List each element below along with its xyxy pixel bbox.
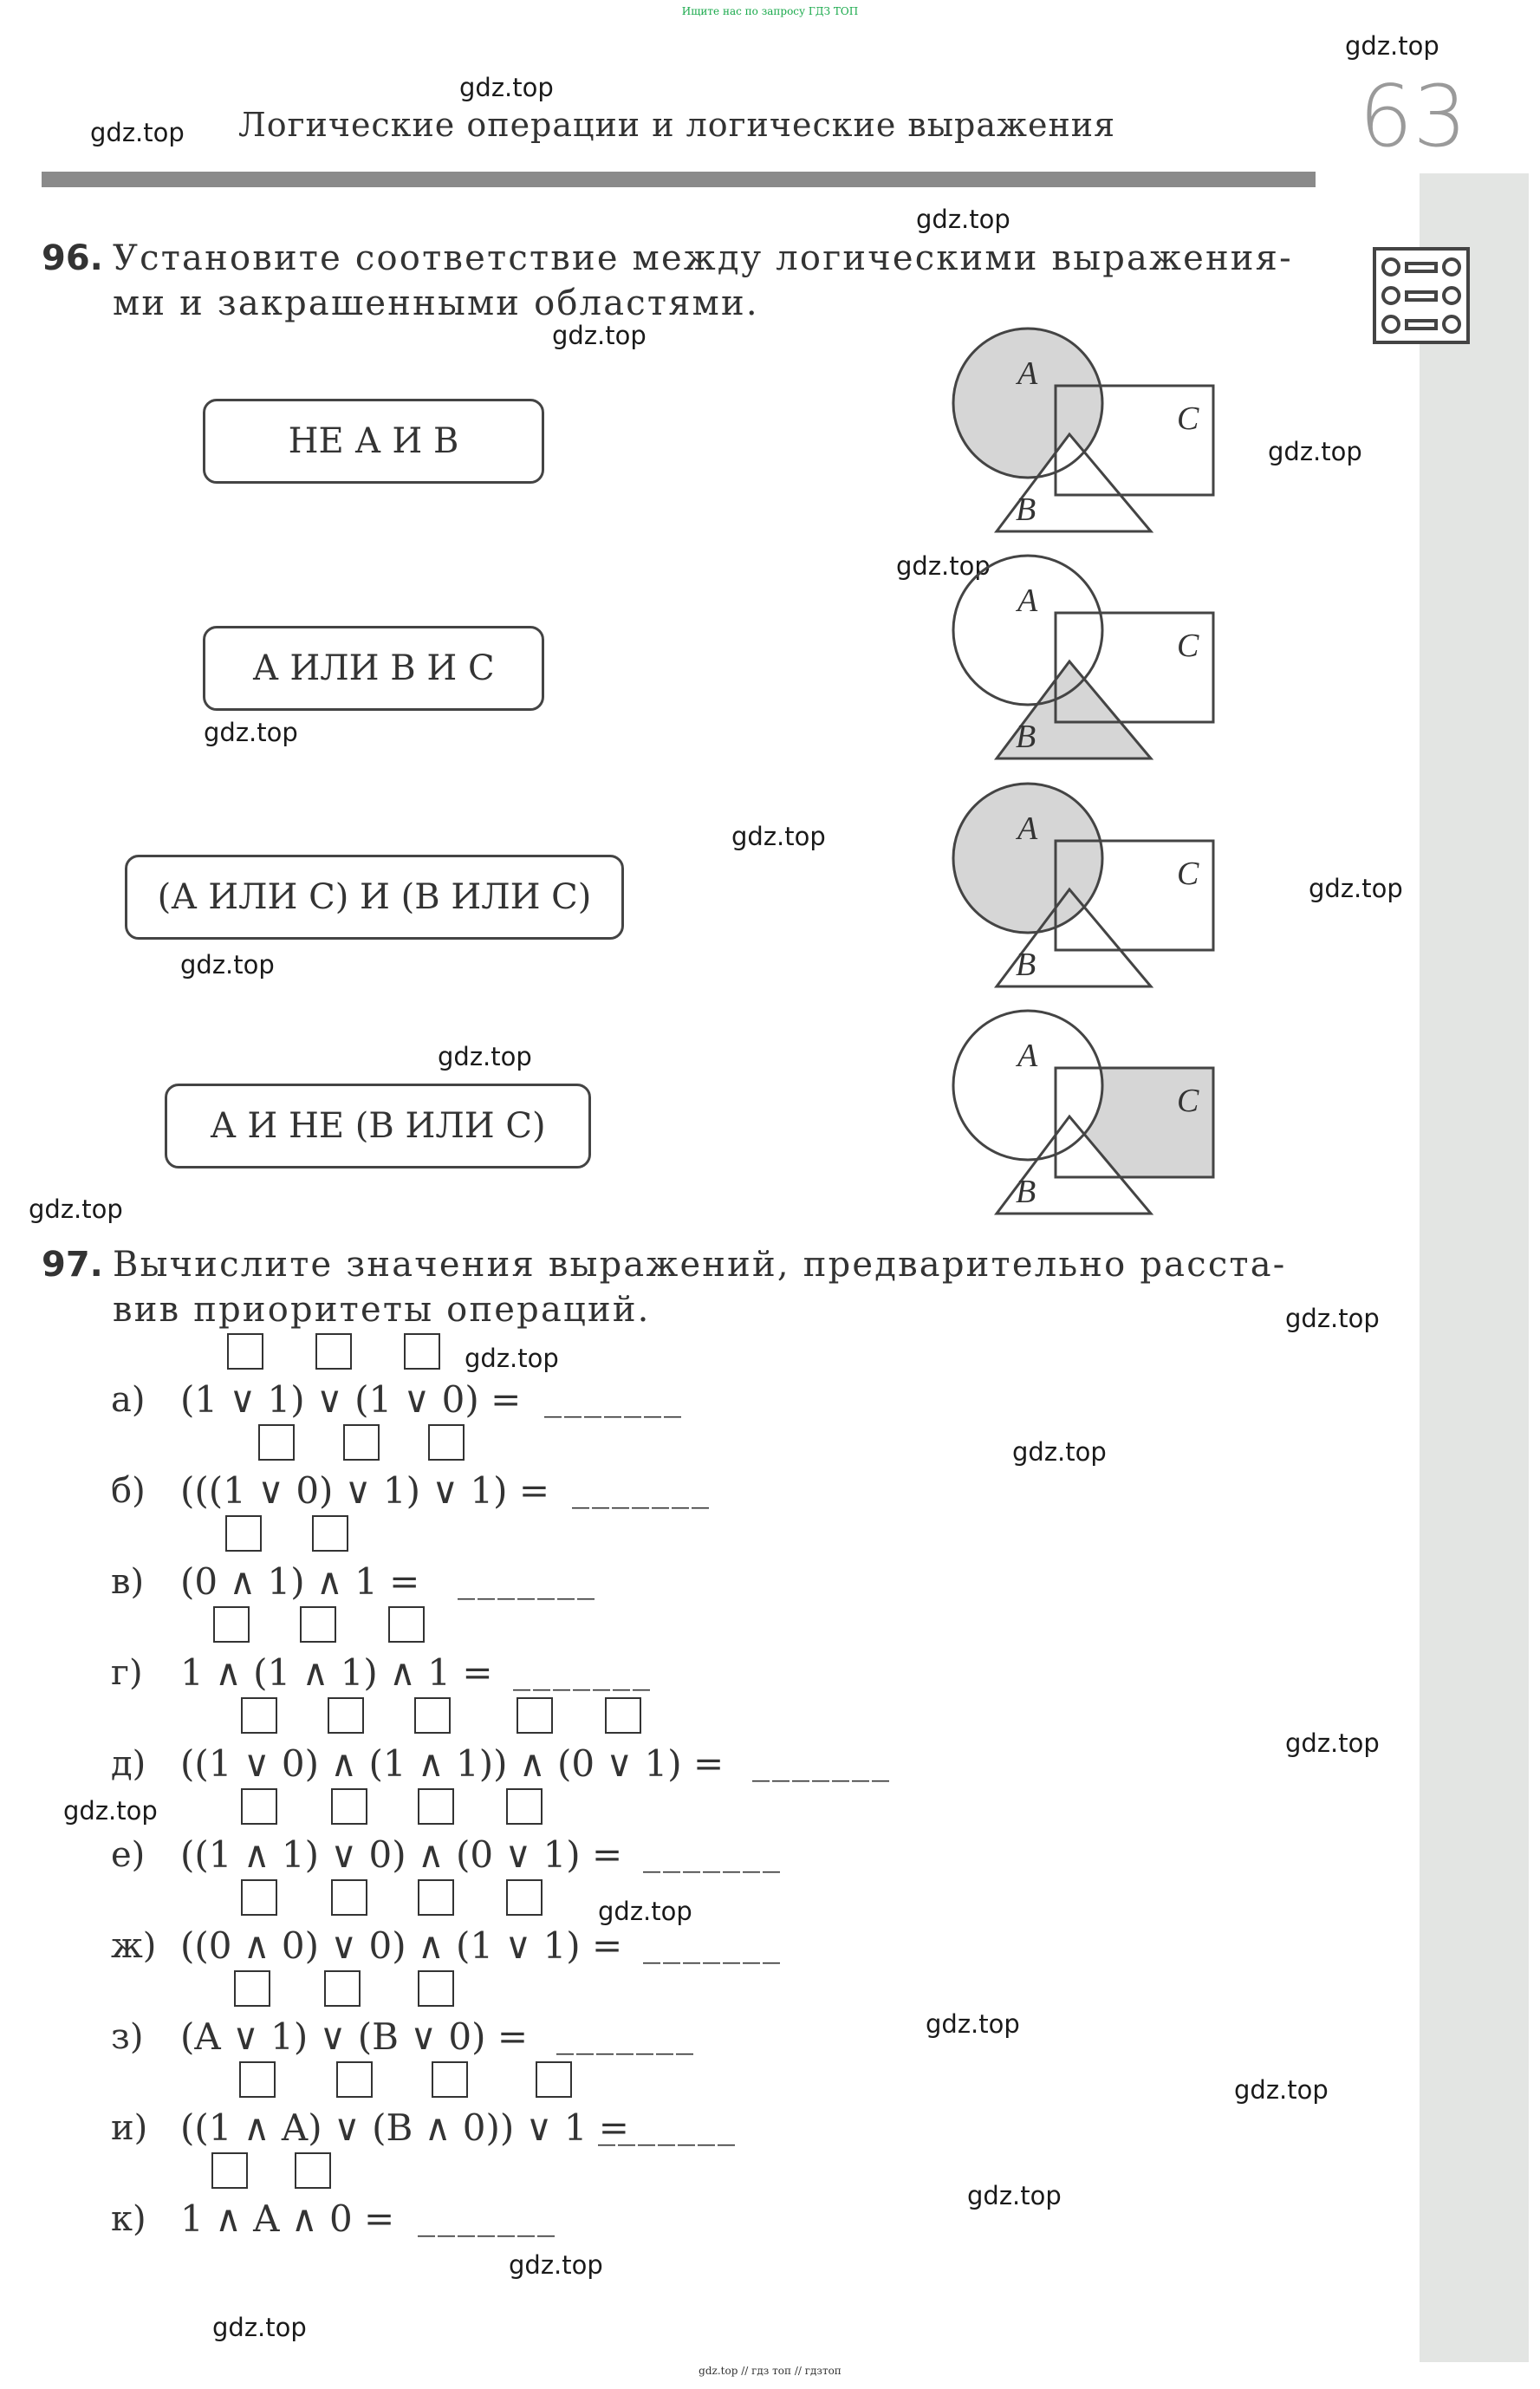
watermark: gdz.top [926, 2009, 1020, 2039]
item-expression-k: 1 ∧ A ∧ 0 = [180, 2197, 395, 2240]
item-expression-i: ((1 ∧ A) ∨ (B ∧ 0)) ∨ 1 = [180, 2106, 629, 2149]
item-expression-h: (A ∨ 1) ∨ (B ∨ 0) = [180, 2015, 529, 2058]
item-expression-d: 1 ∧ (1 ∧ 1) ∧ 1 = [180, 1651, 493, 1694]
watermark: gdz.top [1268, 437, 1362, 466]
venn-diagram-2 [945, 552, 1222, 769]
watermark: gdz.top [63, 1796, 158, 1826]
venn-label-c: C [1177, 1083, 1199, 1119]
answer-blank-f[interactable]: _______ [643, 1833, 783, 1873]
priority-box[interactable] [343, 1424, 380, 1461]
item-expression-c: (0 ∧ 1) ∧ 1 = [180, 1560, 420, 1603]
priority-box[interactable] [312, 1515, 348, 1552]
item-expression-f: ((1 ∧ 1) ∨ 0) ∧ (0 ∨ 1) = [180, 1833, 623, 1876]
watermark: gdz.top [90, 118, 185, 147]
watermark: gdz.top [552, 321, 647, 350]
priority-box[interactable] [234, 1970, 270, 2007]
priority-box[interactable] [506, 1879, 543, 1916]
watermark: gdz.top [1285, 1304, 1380, 1333]
venn-label-c: C [1177, 628, 1199, 664]
expression-box-4: А И НЕ (В ИЛИ С) [165, 1084, 591, 1168]
venn-label-a: A [1017, 1038, 1038, 1074]
priority-box[interactable] [517, 1697, 553, 1734]
priority-box[interactable] [428, 1424, 465, 1461]
priority-box[interactable] [295, 2152, 331, 2189]
item-expression-e: ((1 ∨ 0) ∧ (1 ∧ 1)) ∧ (0 ∨ 1) = [180, 1742, 725, 1785]
watermark: gdz.top [896, 551, 991, 581]
priority-box[interactable] [300, 1606, 336, 1643]
answer-blank-h[interactable]: _______ [556, 2015, 696, 2055]
venn-label-a: A [1017, 583, 1038, 619]
venn-label-a: A [1017, 355, 1038, 392]
task-97-text-line2: вив приоритеты операций. [113, 1290, 651, 1330]
answer-blank-d[interactable]: _______ [513, 1651, 653, 1691]
venn-label-b: B [1016, 947, 1036, 983]
watermark: gdz.top [459, 73, 554, 102]
task-97-text-line1: Вычислите значения выражений, предварительно расста- [113, 1245, 1287, 1285]
priority-box[interactable] [506, 1788, 543, 1825]
venn-label-b: B [1016, 1174, 1036, 1210]
item-label-c: в) [111, 1562, 145, 1602]
item-label-d: г) [111, 1653, 143, 1693]
item-label-k: к) [111, 2199, 146, 2239]
watermark: gdz.top [1285, 1728, 1380, 1758]
watermark: gdz.top [1012, 1437, 1107, 1467]
priority-box[interactable] [418, 1970, 454, 2007]
priority-box[interactable] [418, 1788, 454, 1825]
item-label-b: б) [111, 1471, 146, 1511]
answer-blank-e[interactable]: _______ [752, 1742, 892, 1782]
watermark: gdz.top [180, 950, 275, 980]
top-note: Ищите нас по запросу ГДЗ ТОП [681, 5, 859, 17]
venn-label-a: A [1017, 810, 1038, 847]
watermark: gdz.top [598, 1897, 692, 1926]
watermark: gdz.top [1234, 2075, 1329, 2105]
watermark: gdz.top [1345, 31, 1439, 61]
venn-diagram-4 [945, 1007, 1222, 1224]
watermark: gdz.top [967, 2181, 1062, 2210]
priority-box[interactable] [227, 1333, 263, 1370]
item-label-g: ж) [111, 1926, 157, 1966]
item-label-a: а) [111, 1380, 146, 1420]
item-expression-b: (((1 ∨ 0) ∨ 1) ∨ 1) = [180, 1469, 550, 1512]
expression-box-3: (А ИЛИ С) И (В ИЛИ С) [125, 855, 624, 940]
expression-box-2: А ИЛИ В И С [203, 626, 544, 711]
watermark: gdz.top [916, 205, 1010, 234]
answer-blank-k[interactable]: _______ [418, 2197, 557, 2237]
priority-box[interactable] [536, 2061, 572, 2098]
page-number: 63 [1359, 68, 1467, 166]
priority-box[interactable] [331, 1788, 367, 1825]
priority-box[interactable] [605, 1697, 641, 1734]
priority-box[interactable] [432, 2061, 468, 2098]
item-expression-a: (1 ∨ 1) ∨ (1 ∨ 0) = [180, 1378, 522, 1421]
expression-box-1: НЕ А И В [203, 399, 544, 484]
task-96-text-line1: Установите соответствие между логическими выражения- [113, 238, 1293, 278]
venn-label-c: C [1177, 400, 1199, 437]
watermark: gdz.top [204, 718, 298, 747]
task-type-icon [1372, 246, 1471, 345]
bottom-note: gdz.top // гдз топ // гдзтоп [699, 2365, 841, 2377]
watermark: gdz.top [29, 1194, 123, 1224]
item-label-h: з) [111, 2017, 144, 2057]
task-97-number: 97. [42, 1245, 103, 1285]
item-label-f: е) [111, 1835, 146, 1875]
watermark: gdz.top [1309, 874, 1403, 903]
priority-box[interactable] [211, 2152, 248, 2189]
watermark: gdz.top [509, 2250, 603, 2280]
priority-box[interactable] [331, 1879, 367, 1916]
priority-box[interactable] [225, 1515, 262, 1552]
watermark: gdz.top [438, 1042, 532, 1071]
priority-box[interactable] [241, 1788, 277, 1825]
answer-blank-b[interactable]: _______ [572, 1469, 712, 1509]
priority-box[interactable] [388, 1606, 425, 1643]
side-margin-bar [1420, 173, 1529, 2362]
answer-blank-c[interactable]: _______ [458, 1560, 597, 1600]
answer-blank-g[interactable]: _______ [643, 1924, 783, 1964]
task-96-text-line2: ми и закрашенными областями. [113, 283, 759, 323]
priority-box[interactable] [213, 1606, 250, 1643]
priority-box[interactable] [418, 1879, 454, 1916]
venn-label-b: B [1016, 491, 1036, 528]
priority-box[interactable] [336, 2061, 373, 2098]
item-label-e: д) [111, 1744, 146, 1784]
watermark: gdz.top [465, 1344, 559, 1373]
venn-label-c: C [1177, 856, 1199, 892]
watermark: gdz.top [212, 2313, 307, 2342]
priority-box[interactable] [414, 1697, 451, 1734]
watermark: gdz.top [731, 822, 826, 851]
answer-blank-a[interactable]: _______ [544, 1378, 684, 1418]
priority-box[interactable] [258, 1424, 295, 1461]
item-expression-g: ((0 ∧ 0) ∨ 0) ∧ (1 ∨ 1) = [180, 1924, 623, 1967]
priority-box[interactable] [404, 1333, 440, 1370]
priority-box[interactable] [324, 1970, 361, 2007]
page-header-title: Логические операции и логические выражения [238, 106, 1116, 144]
priority-box[interactable] [328, 1697, 364, 1734]
venn-label-b: B [1016, 719, 1036, 755]
priority-box[interactable] [239, 2061, 276, 2098]
priority-box[interactable] [241, 1697, 277, 1734]
venn-diagram-3 [945, 780, 1222, 997]
venn-diagram-1 [945, 325, 1222, 542]
item-label-i: и) [111, 2108, 148, 2148]
priority-box[interactable] [315, 1333, 352, 1370]
header-rule [42, 172, 1316, 187]
answer-blank-i[interactable]: _______ [598, 2106, 738, 2146]
priority-box[interactable] [241, 1879, 277, 1916]
task-96-number: 96. [42, 238, 103, 278]
